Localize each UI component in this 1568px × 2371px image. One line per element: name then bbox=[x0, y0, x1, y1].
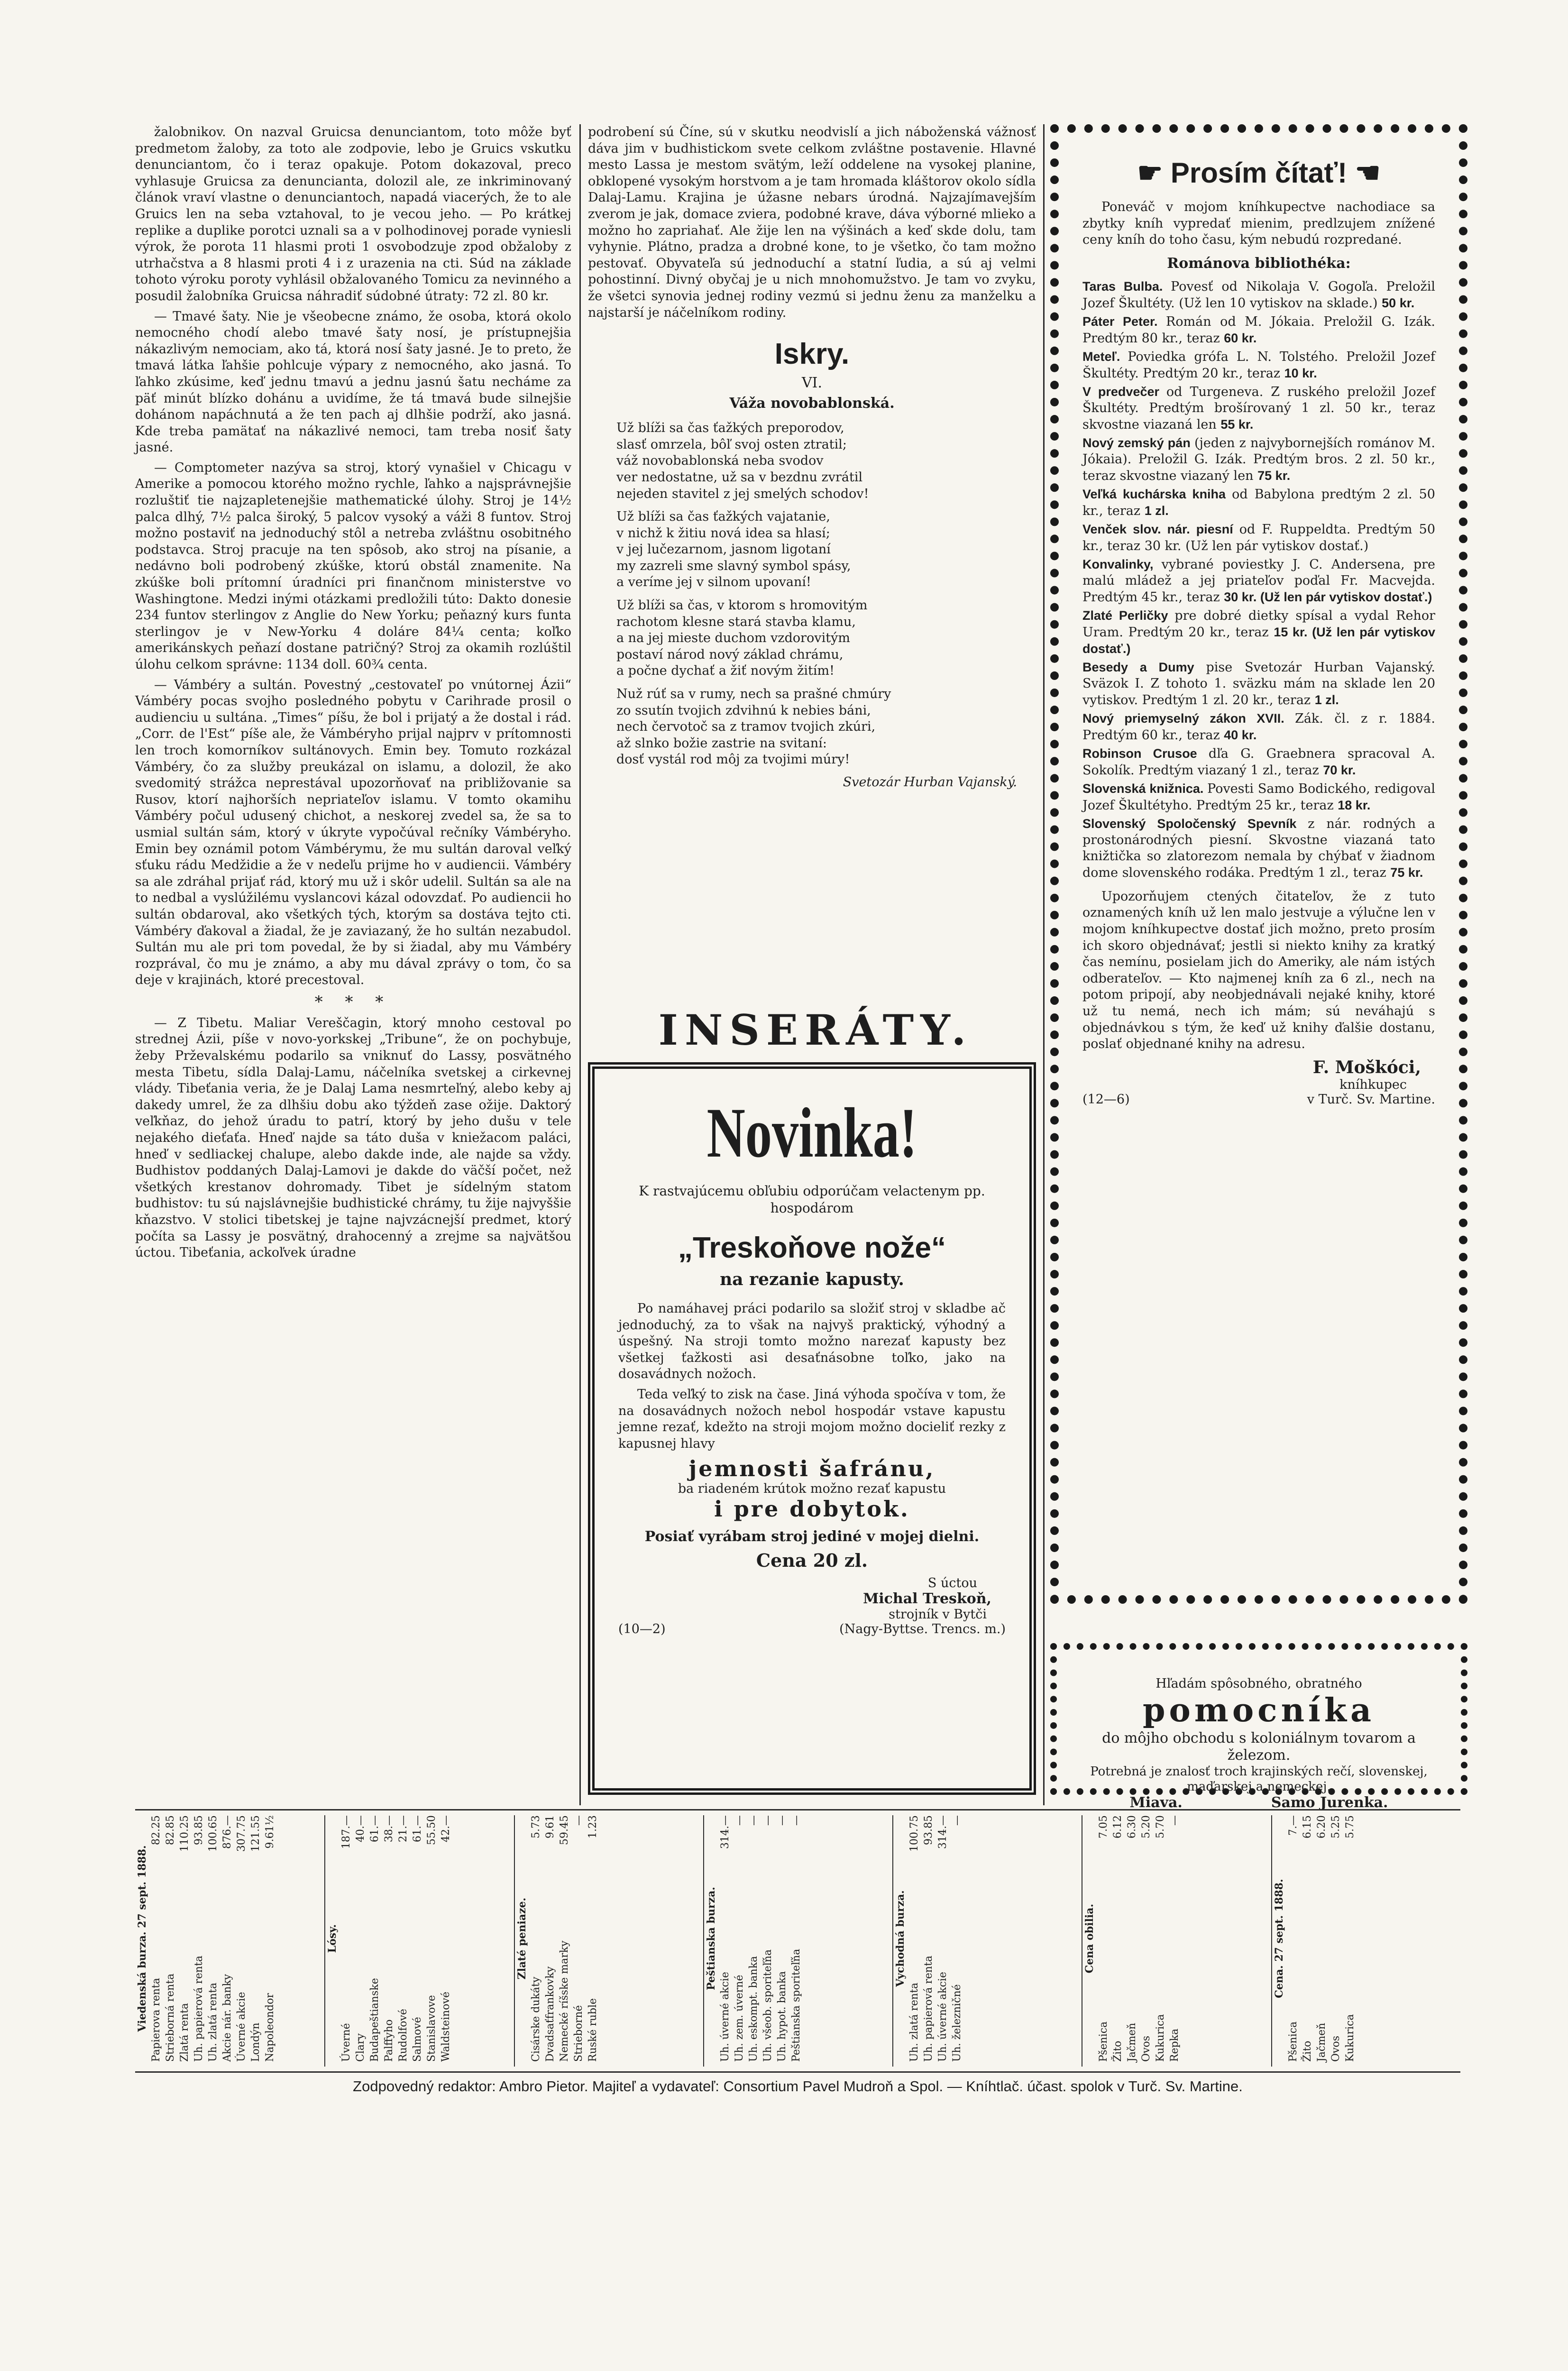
book-description: pre dobré dietky spísal a vydal Rehor Uram. Predtým 20 kr., teraz bbox=[1082, 608, 1435, 640]
market-value: 82.25 bbox=[150, 1815, 162, 1845]
market-item: Uh. všeob. sporiteľňa bbox=[761, 1949, 774, 2062]
market-value: 40.— bbox=[355, 1815, 367, 1842]
ad-product: „Treskoňove nože“ bbox=[678, 1231, 946, 1264]
column-rule bbox=[1043, 124, 1045, 1805]
section-divider-stars: * * * bbox=[314, 992, 392, 1011]
market-value: 110.25 bbox=[179, 1815, 191, 1852]
ad-headline: Novinka! bbox=[706, 1094, 917, 1172]
book-description: od Babylona predtým 2 zl. 50 kr., teraz bbox=[1082, 487, 1435, 518]
market-item: Uh. zem. úverné bbox=[733, 1975, 745, 2062]
market-item: Zlatá renta bbox=[179, 2003, 191, 2062]
market-item: Jačmeň bbox=[1126, 2022, 1138, 2062]
market-item: Clary bbox=[355, 2033, 367, 2062]
book-description: Povesť od Nikolaja V. Gogoľa. Preložil Jozef Škultéty. (Už len 10 vytiskov na sklade.) bbox=[1082, 279, 1435, 311]
ad-body: Teda veľký to zisk na čase. Jiná výhoda spočíva v tom, že na dosavádnych nožoch nebol hospodár vstave kapustu jemne rezať, kdežto na stroji mojom možno docieliť rezky z kapusnej hlavy bbox=[618, 1387, 1006, 1451]
market-value: 21.— bbox=[397, 1815, 410, 1842]
market-item: Salmové bbox=[412, 2017, 424, 2062]
poem-line: slasť omrzela, bôľ svoj osten ztratil; bbox=[616, 437, 847, 452]
market-value: 100.75 bbox=[908, 1815, 921, 1852]
poem-title: Iskry. bbox=[774, 338, 850, 371]
article-paragraph: žalobnikov. On nazval Gruicsa denunciantom, toto môže byť predmetom žaloby, za toto ale zodpovie, lebo je Gruics vskutku denunciantom, čo i teraz opakuje. Potom dokazoval, preco vyhlasuje Gruicsa za denuncianta, dolozil ale, ze inkriminovaný článok vraví vlastne o denunciantoch, napadá viacerých, že to ale Gruics len na seba vztahoval, to je vecou jeho. — Po krátkej replike a duplike porotci uznali sa a v polhodinovej porade vyniesli výrok, že porota 11 hlasmi proti 1 osvobodzuje zpod obžaloby z utrhačstva a 8 hlasmi proti 4 i z urazenia na cti. Súd na základe tohoto výroku poroty vyhlásil obžalovaného Tomicu za nevinného a posudil žalobníka Gruicsa náhradiť súdobné útraty: 72 zl. 80 kr. bbox=[135, 125, 571, 303]
book-title: Venček slov. nár. piesní bbox=[1082, 522, 1239, 536]
poem-line: váž novobablonská neba svodov bbox=[616, 453, 824, 469]
market-column-head: Cena. 27 sept. 1888. bbox=[1273, 1879, 1285, 1998]
ad-body: do môjho obchodu s koloniálnym tovarom a železom. bbox=[1102, 1730, 1416, 1764]
poem-stanza bbox=[616, 686, 1036, 768]
book-description: Povesti Samo Bodického, redigoval Jozef Škultétyho. Predtým 25 kr., teraz bbox=[1082, 781, 1435, 813]
book-title: Konvalinky, bbox=[1082, 557, 1162, 571]
book-entry bbox=[1082, 781, 1435, 814]
article-paragraph: — Vámbéry a sultán. Povestný „cestovateľ po vnútornej Ázii“ Vámbéry pocas svojho posledného pobytu v Carihrade prosil o audienciu u sultána. „Times“ píšu, že bol i prijatý a že dostal i rád. „Corr. de l'Est“ píše ale, že Vámbéryho prijal najprv v prítomnosti len troch komorníkov sultánovych. Emin bey. Tomuto rozkázal Vámbéry, čo za služby preukázal on islamu, a dolozil, že ako svedomitý strážca neprestával upozorňovať na približovanie sa Rusov, ktorí najhorších nepriateľov islamu. V tomto okamihu Vámbéry počul udusený chichot, a neskorej zvedel sa, že sa to usmial sultán sám, ktorý v úkryte vypočúval rečníky Vámbéryho. Emin bey oznámil potom Vámbérymu, že mu sultán daroval veľký sťuku rádu Medžidie a že v nedeľu prijme ho v audiencii. Vámbéry sa ale zdráhal prijať rád, ktorý mu už i skôr udelil. Sultán sa ale na to nedbal a vyslúžilému vyslancovi kázal odovzdať. Po audiencii ho sultán obdaroval, ako všetkých tých, ktorým sa dostáva tejto cti. Vámbéry ďakoval a žiadal, že je zaviazaný, že ho sultán nezabudol. Sultán mu ale pri tom povedal, že by si žiadal, aby mu Vámbéry rozprával, čo mu je známo, a aby mu dával zprávy o tom, čo sa deje v krajinách, ktoré precestoval. bbox=[135, 677, 571, 988]
poem-line: až slnko božie zastrie na svitaní: bbox=[616, 735, 827, 751]
market-item: Strieborné bbox=[572, 2005, 585, 2062]
ad-ref: (12—6) bbox=[1082, 1092, 1130, 1107]
ad-lead: Hľadám spôsobného, obratného bbox=[1155, 1676, 1362, 1691]
market-value: 314.— bbox=[719, 1815, 731, 1849]
market-value: 93.85 bbox=[923, 1815, 935, 1845]
poem-line: Nuž rúť sa v rumy, nech sa prašné chmúry bbox=[616, 687, 891, 702]
ad-emphasis: i pre dobytok. bbox=[714, 1496, 910, 1522]
market-row bbox=[354, 1815, 368, 2062]
ad-offer: Posiať vyrábam stroj jediné v mojej dielni. bbox=[644, 1528, 980, 1545]
ad-headline: pomocníka bbox=[1142, 1691, 1375, 1729]
ad-signer-place: v Turč. Sv. Martine. bbox=[1307, 1092, 1435, 1107]
market-column bbox=[892, 1815, 1080, 2067]
article-paragraph: — Z Tibetu. Maliar Vereščagin, ktorý mnoho cestoval po strednej Ázii, píše v novo-yorkskej „Tribune“, že on pochybuje, žeby Prževalskému podarilo sa vniknuť do Lassy, posvätného mesta Tibetu, sídla Dalaj-Lamu, náčelníka svetskej a cirkevnej vlády. Tibeťania veria, že je Dalaj Lama nesmrteľný, alebo keby aj dakedy umrel, že za dlhšiu dobu ako týždeň zase ožije. Daktorý veľkňaz, do jehož úradu to patrí, ktorý by jeho dušu v tele nejakého dieťaťa. Hneď najde sa táto duša v kniežacom paláci, hneď v sedliackej chalupe, alebo dakde inde, ale najde sa vždy. Budhistov poddaných Dalaj-Lamovi je dakde do väčší počet, než všetkých krestanov dohromady. Tibet je sídelným statom budhistov: tu sú najslávnejšie budhistické chrámy, tu žije najvyššie kňazstvo. V stolici tibetskej je tajne najvzácnejší predmet, ktorý počíta sa Lassy je posvätný, drahocenný a zrejme sa najvätšou úctou. Tibeťania, ackoľvek úradne bbox=[135, 1015, 571, 1260]
book-title: Slovenská knižnica. bbox=[1082, 781, 1208, 796]
poem-line: a veríme jej v silnom upovaní! bbox=[616, 575, 811, 590]
poem-stanza bbox=[616, 509, 1036, 591]
poem-line: v jej lučezarnom, jasnom ligotaní bbox=[616, 542, 831, 557]
ad-body: ba riadeném krútok možno rezať kapustu bbox=[678, 1481, 946, 1497]
market-value: 5.73 bbox=[530, 1815, 542, 1838]
book-price: 60 kr. bbox=[1224, 331, 1257, 345]
book-entry bbox=[1082, 435, 1435, 484]
market-row bbox=[1343, 1815, 1357, 2062]
poem-line: nech červotoč sa z tramov tvojich zkúri, bbox=[616, 719, 876, 735]
column-rule bbox=[579, 124, 581, 1805]
market-column-head: Peštianska burza. bbox=[705, 1886, 717, 1991]
book-title: Nový priemyselný zákon XVII. bbox=[1082, 711, 1295, 726]
news-column-1 bbox=[135, 124, 571, 1803]
poem-line: my zazreli sme slavný symbol spásy, bbox=[616, 558, 851, 573]
poem-line: v nichž k žitiu nová idea sa hlasí; bbox=[616, 525, 830, 541]
market-column-head: Vychodná burza. bbox=[894, 1890, 907, 1987]
ad-signer: Michal Treskoň, bbox=[863, 1590, 991, 1608]
poem-line: rachotom klesne stará stavba klamu, bbox=[616, 614, 856, 629]
market-value: 6.20 bbox=[1315, 1815, 1328, 1838]
market-row bbox=[235, 1815, 249, 2062]
book-title: Besedy a Dumy bbox=[1082, 660, 1206, 674]
market-column-head: Lósy. bbox=[326, 1924, 339, 1953]
book-title: Slovenský Spoločenský Spevník bbox=[1082, 816, 1308, 831]
ad-body: Potrebná je znalosť troch krajinských rečí, slovenskej, maďarskej a nemeckej. bbox=[1090, 1764, 1428, 1794]
market-value: — bbox=[733, 1815, 745, 1826]
market-value: — bbox=[1169, 1815, 1181, 1826]
market-value: 38.— bbox=[383, 1815, 395, 1842]
market-row bbox=[922, 1815, 936, 2062]
market-row bbox=[1329, 1815, 1343, 2062]
market-value: 7.05 bbox=[1098, 1815, 1110, 1838]
market-row bbox=[425, 1815, 439, 2062]
poem-line: a na jej mieste duchom vzdorovitým bbox=[616, 631, 850, 646]
market-item: Uh. úverné akcie bbox=[719, 1972, 731, 2062]
market-value: 59.45 bbox=[558, 1815, 570, 1845]
article-paragraph: — Comptometer nazýva sa stroj, ktorý vynašiel v Chicagu v Amerike a pomocou ktorého možno rychle, ľahko a najsprávnejšie rozluštiť tie najzapletenejšie mathematické úlohy. Stroj je 14½ palca dlhý, 7½ palca široký, 5 palcov vysoký a váži 8 funtov. Stroj možno postaviť na jednoduchý stôl a netreba zvláštnu osobitného podstavca. Stroj pracuje na ten spôsob, ako stroj na písanie, a nedávno boli podrobený zkúške, ktorú obstál znamenite. Na zkúške boli prítomní úradníci pri finančnom ministerstve vo Washingtone. Medzi inými otázkami predložili túto: Dakto donesie 234 funtov sterlingov z Anglie do New Yorku; peňazný kurs funta sterlingov je v New-Yorku 4 doláre 84¼ centa; koľko amerikánskych peňazí dostane patričný? Stroj za okamih rozlúštil úlohu celkom správne: 1134 doll. 60¾ centa. bbox=[135, 460, 571, 672]
ad-body: Po namáhavej práci podarilo sa složiť stroj v skladbe ač jednoduchý, za to však na najvyš praktický, výhodný a úspešný. Na stroji tomto možno narezať kapusty bez všetkej ťažkosti asi desaťnásobne toľko, jako na dosavádnych nožoch. bbox=[618, 1301, 1006, 1382]
market-item: Žito bbox=[1112, 2040, 1124, 2062]
market-item: Jačmeň bbox=[1315, 2022, 1328, 2062]
market-value: 5.20 bbox=[1140, 1815, 1153, 1838]
market-item: Uh. železničné bbox=[951, 1984, 963, 2062]
market-column bbox=[703, 1815, 890, 2067]
ad-signer-role: strojník v Bytči bbox=[889, 1607, 987, 1622]
market-item: Papierova renta bbox=[150, 1977, 162, 2062]
market-row bbox=[1315, 1815, 1329, 2062]
ad-pomocnik-box bbox=[1050, 1643, 1467, 1811]
market-row bbox=[789, 1815, 804, 2062]
book-entry bbox=[1082, 745, 1435, 779]
market-value: 5.70 bbox=[1155, 1815, 1167, 1838]
poem-stanza bbox=[616, 597, 1036, 680]
pointing-hand-icon: ☛ bbox=[1137, 157, 1163, 189]
market-row bbox=[572, 1815, 586, 2062]
ad-lead: K rastvajúcemu obľubiu odporúčam velactenym pp. hospodárom bbox=[639, 1183, 985, 1216]
market-value: 61.— bbox=[369, 1815, 381, 1842]
book-description: dľa G. Graebnera spracoval A. Sokolík. Predtým viazaný 1 zl., teraz bbox=[1082, 746, 1436, 778]
market-item: Pšenica bbox=[1287, 2021, 1299, 2062]
market-item: Úverné akcie bbox=[236, 1992, 248, 2062]
market-row bbox=[718, 1815, 733, 2062]
market-value: 187.— bbox=[340, 1815, 353, 1849]
market-item: Stanislavove bbox=[426, 1995, 438, 2062]
poem-number: VI. bbox=[801, 375, 823, 392]
article-paragraph: — Tmavé šaty. Nie je všeobecne známo, že osoba, ktorá okolo nemocného chodí alebo tmavé šaty nosí, je prístupnejšia nákazlivým nemociam, ako tá, ktorá nosí šaty jasné. Je to preto, že tmavá látka ľahšie pohlcuje výpary z nemocného, ako jasná. To ľahko zkúsime, keď jednu tmavú a jednu jasnú šatu necháme za päť minút blízko dohánu a uvidíme, že tá tmavá bude silnejšie dohánom napáchnutá a že ten pach aj dlhšie podrží, ako jasná. Kde treba pamätať na nákazlivé nemoci, tam treba nosiť šaty jasné. bbox=[135, 309, 571, 455]
book-price: 1 zl. bbox=[1314, 692, 1339, 707]
news-column-2 bbox=[588, 124, 1036, 1044]
ad-signer-place: (Nagy-Byttse. Trencs. m.) bbox=[839, 1622, 1006, 1637]
book-description: vybrané poviestky J. C. Andersena, pre malú mládež a jej priateľov poďal Fr. Macvejda. Predtým 45 kr., teraz bbox=[1082, 557, 1435, 605]
market-item: Dvadsaťfrankovky bbox=[544, 1966, 556, 2062]
book-entry bbox=[1082, 607, 1435, 657]
market-item: Londýn bbox=[250, 2022, 262, 2062]
market-value: — bbox=[790, 1815, 802, 1826]
market-row bbox=[1111, 1815, 1125, 2062]
market-item: Palffyho bbox=[383, 2019, 395, 2062]
market-row bbox=[775, 1815, 789, 2062]
book-description: Román od M. Jókaia. Preložil G. Izák. Predtým 80 kr., teraz bbox=[1082, 314, 1435, 346]
market-value: 55.50 bbox=[426, 1815, 438, 1845]
market-row bbox=[411, 1815, 425, 2062]
market-item: Napoleondor bbox=[264, 1993, 276, 2062]
poem-line: postaví národ nový základ chrámu, bbox=[616, 647, 844, 662]
book-title: Taras Bulba. bbox=[1082, 279, 1171, 294]
market-value: 314.— bbox=[937, 1815, 949, 1849]
market-row bbox=[339, 1815, 354, 2062]
book-description: Poviedka grófa L. N. Tolstého. Preložil Jozef Škultéty. Predtým 20 kr., teraz bbox=[1082, 349, 1435, 381]
market-item: Akcie nár. banky bbox=[221, 1974, 233, 2062]
market-row bbox=[149, 1815, 164, 2062]
market-row bbox=[908, 1815, 922, 2062]
ad-note: Upozorňujem ctených čitateľov, že z tuto oznamených kníh už len malo jestvuje a výlučne len v mojom kníhkupectve dostať jich možno, preto prosím ich skoro objednávať; jestli si niekto knihy za kratký čas nemínu, posielam jich do Ameriky, ale nám istých odberateľov. — Kto najmenej kníh za 6 zl., nech na potom pripojí, aby neobjednávali nejaké knihy, ktoré už tu nemá, nech ich mám; sú neváhajú s objednávkou s tým, že keď už knihy ďalšie dostanu, poslať objednané knihy na adresu. bbox=[1082, 889, 1435, 1052]
market-item: Cisárske dukáty bbox=[530, 1976, 542, 2062]
book-description: (jeden z najvybornejších románov M. Jókaia). Preložil G. Izák. Predtým bros. 2 zl. 50 kr., teraz skvostne viazaný len bbox=[1082, 435, 1435, 483]
ad-signer-role: kníhkupec bbox=[1339, 1077, 1407, 1092]
book-title: Meteľ. bbox=[1082, 349, 1128, 364]
market-value: 100.65 bbox=[207, 1815, 219, 1852]
poem-line: a počne dychať a žiť novým žitím! bbox=[616, 663, 834, 679]
market-row bbox=[558, 1815, 572, 2062]
market-item: Budapeštianske bbox=[369, 1978, 381, 2062]
market-item: Uh. eskompt. banka bbox=[747, 1956, 760, 2062]
book-title: V predvečer bbox=[1082, 384, 1166, 399]
market-value: — bbox=[747, 1815, 760, 1826]
poem-line: ver nedostatne, už sa v bezdnu zvrátil bbox=[616, 469, 863, 485]
market-row bbox=[1154, 1815, 1168, 2062]
book-entry bbox=[1082, 349, 1435, 382]
ad-title-text: Prosím čítať! bbox=[1170, 157, 1348, 189]
ad-emphasis: jemnosti šafránu, bbox=[688, 1456, 935, 1482]
market-row bbox=[220, 1815, 235, 2062]
market-item: Žito bbox=[1301, 2040, 1313, 2062]
market-column-head: Cena obilia. bbox=[1083, 1903, 1096, 1974]
market-value: 6.15 bbox=[1301, 1815, 1313, 1838]
book-price: 18 kr. bbox=[1338, 798, 1371, 812]
market-item: Úverné bbox=[340, 2023, 353, 2062]
market-item: Ruské ruble bbox=[587, 1998, 599, 2062]
ad-ref: (10—2) bbox=[618, 1622, 666, 1637]
book-price: 1 zl. bbox=[1144, 503, 1169, 518]
market-row bbox=[396, 1815, 411, 2062]
market-value: 6.30 bbox=[1126, 1815, 1138, 1838]
book-entry bbox=[1082, 710, 1435, 744]
market-row bbox=[733, 1815, 747, 2062]
book-list bbox=[1082, 278, 1435, 881]
book-price: 30 kr. (Už len pár vytiskov dostať.) bbox=[1224, 589, 1432, 604]
market-value: 5.25 bbox=[1330, 1815, 1342, 1838]
market-item: Uh. papierová renta bbox=[193, 1956, 205, 2062]
book-description: pise Svetozár Hurban Vajanský. Sväzok I. Z tohoto 1. sväzku mám na sklade len 20 vytiskov. Predtým 1 zl. 20 kr., teraz bbox=[1082, 660, 1435, 708]
market-item: Uh. hypot. banka bbox=[776, 1971, 788, 2062]
book-price: 70 kr. bbox=[1323, 763, 1356, 777]
market-row bbox=[529, 1815, 543, 2062]
market-item: Uh. úverné akcie bbox=[937, 1972, 949, 2062]
ad-prosim-box bbox=[1050, 124, 1467, 1604]
market-value: 6.12 bbox=[1112, 1815, 1124, 1838]
book-description: Zák. čl. z r. 1884. Predtým 60 kr., teraz bbox=[1082, 711, 1436, 743]
market-row bbox=[761, 1815, 775, 2062]
market-item: Pšenica bbox=[1098, 2021, 1110, 2062]
market-value: 93.85 bbox=[193, 1815, 205, 1845]
market-row bbox=[1125, 1815, 1139, 2062]
poem-line: zo ssutín tvojich zdvihnú k nebies báni, bbox=[616, 703, 871, 718]
market-row bbox=[747, 1815, 761, 2062]
market-row bbox=[543, 1815, 558, 2062]
market-column bbox=[1271, 1815, 1458, 2067]
poem-body bbox=[588, 420, 1036, 768]
market-report-table bbox=[135, 1809, 1460, 2073]
market-row bbox=[1139, 1815, 1154, 2062]
book-entry bbox=[1082, 556, 1435, 606]
book-entry bbox=[1082, 384, 1435, 433]
book-price: 55 kr. bbox=[1220, 417, 1254, 432]
market-item: Peštianska sporiteľňa bbox=[790, 1948, 802, 2062]
market-value: — bbox=[951, 1815, 963, 1826]
book-entry bbox=[1082, 486, 1435, 519]
market-item: Uh. zlatá renta bbox=[908, 1982, 921, 2062]
book-description: z nár. rodných a prostonárodných piesní. Skvostne viazaná tato knižtička so zlatorezom nemala by chýbať v žiadnom dome slovenského rodáka. Predtým 1 zl., teraz bbox=[1082, 816, 1435, 880]
market-row bbox=[439, 1815, 453, 2062]
market-value: 307.75 bbox=[236, 1815, 248, 1852]
ad-place: Miava. bbox=[1129, 1794, 1183, 1811]
ad-novinka-box bbox=[588, 1062, 1036, 1795]
market-value: — bbox=[776, 1815, 788, 1826]
ad-signer: Samo Jurenka. bbox=[1271, 1794, 1388, 1811]
ad-product-sub: na rezanie kapusty. bbox=[720, 1269, 904, 1289]
book-price: 50 kr. bbox=[1382, 295, 1415, 310]
book-title: Nový zemský pán bbox=[1082, 435, 1194, 450]
poem-line: Už blíži sa čas, v ktorom s hromovitým bbox=[616, 598, 868, 613]
ad-greeting: S úctou bbox=[927, 1576, 977, 1591]
book-price: 15 kr. (Už len pár vytiskov dostať.) bbox=[1082, 625, 1435, 656]
poem-line: nejeden stavitel z jej smelých schodov! bbox=[616, 486, 869, 501]
market-row bbox=[586, 1815, 600, 2062]
book-title: Veľká kuchárska kniha bbox=[1082, 487, 1232, 501]
market-column-head: Zlaté peniaze. bbox=[515, 1897, 528, 1980]
market-column bbox=[514, 1815, 701, 2067]
market-value: 7.— bbox=[1287, 1815, 1299, 1836]
ad-price: Cena 20 zl. bbox=[756, 1550, 868, 1571]
market-row bbox=[178, 1815, 192, 2062]
market-column bbox=[1082, 1815, 1269, 2067]
poem-line: Už blíži sa čas ťažkých vajatanie, bbox=[616, 509, 830, 524]
imprint-footer: Zodpovedný redaktor: Ambro Pietor. Majiteľ a vydavateľ: Consortium Pavel Mudroň a Spol. — Kníhtlač. účast. spolok v Turč. Sv. Martine. bbox=[353, 2078, 1243, 2095]
market-value: — bbox=[572, 1815, 585, 1826]
market-column bbox=[324, 1815, 512, 2067]
ad-signer: F. Moškóci, bbox=[1312, 1057, 1421, 1077]
ad-section-title: Románova bibliothéka: bbox=[1167, 255, 1351, 272]
market-value: 42.— bbox=[440, 1815, 452, 1842]
market-value: 82.85 bbox=[165, 1815, 176, 1845]
market-column-head: Viedenská burza. 27 sept. 1888. bbox=[136, 1845, 148, 2032]
market-row bbox=[936, 1815, 950, 2062]
market-item: Strieborná renta bbox=[165, 1973, 176, 2062]
market-row bbox=[1286, 1815, 1301, 2062]
poem-stanza bbox=[616, 420, 1036, 502]
market-item: Ovos bbox=[1140, 2036, 1153, 2062]
market-row bbox=[192, 1815, 206, 2062]
market-item: Kukurica bbox=[1344, 2014, 1356, 2062]
pointing-hand-icon: ☚ bbox=[1355, 157, 1381, 189]
market-item: Repka bbox=[1169, 2028, 1181, 2062]
book-entry bbox=[1082, 313, 1435, 347]
market-item: Waldsteinové bbox=[440, 1992, 452, 2062]
market-row bbox=[164, 1815, 178, 2062]
book-entry bbox=[1082, 659, 1435, 708]
book-title: Zlaté Perličky bbox=[1082, 608, 1175, 623]
market-row bbox=[206, 1815, 220, 2062]
market-value: 121.55 bbox=[250, 1815, 262, 1852]
poem-line: Už blíži sa čas ťažkých preporodov, bbox=[616, 421, 844, 436]
ad-intro: Poneváč v mojom kníhkupectve nachodiace sa zbytky kníh vypredať mienim, predlzujem znížené ceny kníh do toho času, kým nebudú rozpredané. bbox=[1082, 200, 1435, 248]
book-description: od Turgeneva. Z ruského preložil Jozef Škultéty. Predtým brošírovaný 1 zl. 50 kr., teraz skvostne viazaná len bbox=[1082, 384, 1436, 432]
market-item: Ovos bbox=[1330, 2036, 1342, 2062]
book-entry bbox=[1082, 278, 1435, 312]
market-value: 1.23 bbox=[587, 1815, 599, 1838]
poem-author: Svetozár Hurban Vajanský. bbox=[843, 775, 1017, 790]
market-row bbox=[950, 1815, 964, 2062]
poem-subtitle: Váža novobablonská. bbox=[729, 395, 895, 412]
book-price: 75 kr. bbox=[1257, 468, 1291, 483]
market-row bbox=[263, 1815, 277, 2062]
market-value: 9.61½ bbox=[264, 1815, 276, 1849]
market-item: Uh. papierová renta bbox=[923, 1956, 935, 2062]
market-column bbox=[135, 1815, 321, 2067]
book-description: od F. Ruppeldta. Predtým 50 kr., teraz 30 kr. (Už len pár vytiskov dostať.) bbox=[1082, 522, 1435, 553]
ad-title bbox=[1082, 156, 1435, 190]
poem-line: dosť vystál rod môj za tvojimi múry! bbox=[616, 752, 850, 767]
market-value: — bbox=[761, 1815, 774, 1826]
market-item: Kukurica bbox=[1155, 2014, 1167, 2062]
article-paragraph: podrobení sú Číne, sú v skutku neodvislí a jich náboženská vážnosť dáva jim v budhistickom svete celkom zvláštne postavenie. Hlavné mesto Lassa je mestom svätým, leží oddelene na vysokej planine, obklopené vysokým horstvom a je tam hromada kláštorov okolo sídla Dalaj-Lamu. Krajina je úžasne nebars úrodná. Najzajímavejším zverom je jak, domace zviera, podobné krave, dáva výborné mlieko a možno ho zapriahať. Ale žije len na výšinách a keď skde dolu, tam vyhynie. Plátno, pradza a drobné kone, to je všetko, čo tam možno pestovať. Obyvateľa sú jednoduchí a statní ľudia, a sú aj velmi pohostinní. Divný obyčaj je u nich mnohomužstvo. Je tam vo zvyku, že všetci synovia jednej rodiny vezmú si jednu ženu za manželku a najstarší je náčelníkom rodiny. bbox=[588, 125, 1036, 320]
book-entry bbox=[1082, 816, 1435, 881]
market-value: 876.— bbox=[221, 1815, 233, 1849]
inseraty-heading: INSERÁTY. bbox=[658, 1005, 973, 1055]
book-price: 75 kr. bbox=[1390, 865, 1423, 880]
market-value: 9.61 bbox=[544, 1815, 556, 1838]
market-item: Uh. zlatá renta bbox=[207, 1982, 219, 2062]
market-row bbox=[368, 1815, 382, 2062]
market-row bbox=[1168, 1815, 1182, 2062]
book-title: Robinson Crusoe bbox=[1082, 746, 1209, 761]
market-item: Rudolfové bbox=[397, 2009, 410, 2062]
book-entry bbox=[1082, 521, 1435, 554]
book-price: 40 kr. bbox=[1224, 727, 1257, 742]
market-row bbox=[1097, 1815, 1111, 2062]
market-value: 61.— bbox=[412, 1815, 424, 1842]
book-title: Páter Peter. bbox=[1082, 314, 1166, 329]
market-item: Nemecké ríšske marky bbox=[558, 1940, 570, 2062]
book-price: 10 kr. bbox=[1284, 366, 1317, 380]
market-row bbox=[382, 1815, 396, 2062]
market-row bbox=[1301, 1815, 1315, 2062]
market-value: 5.75 bbox=[1344, 1815, 1356, 1838]
market-row bbox=[249, 1815, 263, 2062]
